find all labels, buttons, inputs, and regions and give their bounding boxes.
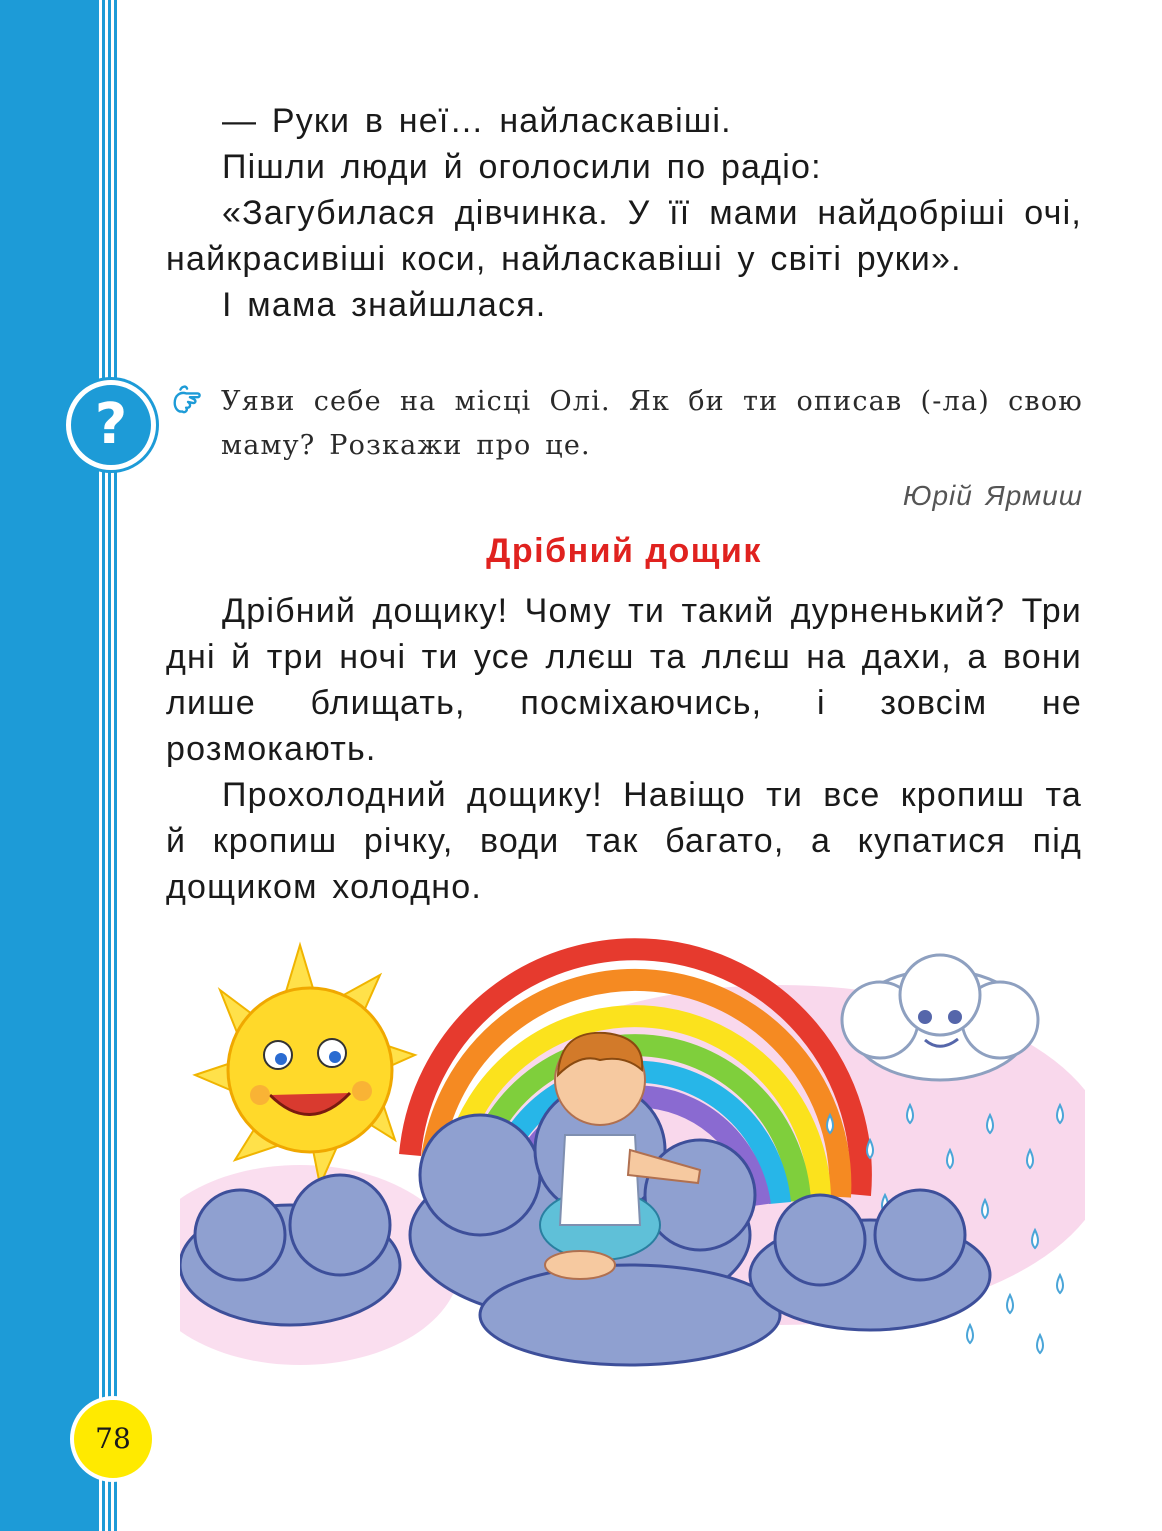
story-body — [166, 588, 1082, 910]
side-band — [0, 0, 96, 1531]
story-line: «Загубилася дівчинка. У її мами найдобріші очі, найкрасивіші коси, найласкавіші у світі руки». — [166, 194, 1082, 278]
side-stripes — [96, 0, 118, 1531]
story-title: Дрібний дощик — [486, 532, 762, 570]
cloud-face-image — [842, 955, 1038, 1080]
story-paragraph: Прохолодний дощику! Навіщо ти все кропиш та й кропиш річку, води так багато, а купатися під дощиком холодно. — [166, 776, 1082, 906]
question-text: Уяви себе на місці Олі. Як би ти описав (-ла) свою маму? Розкажи про це. — [221, 386, 1083, 461]
page-number: 78 — [70, 1396, 156, 1482]
story-line: І мама знайшлася. — [222, 286, 547, 324]
author-name: Юрій Ярмиш — [902, 480, 1083, 511]
story-line: Пішли люди й оголосили по радіо: — [222, 148, 822, 186]
question-icon: ? — [66, 380, 156, 470]
story-end — [166, 98, 1082, 328]
rain-rainbow-illustration — [180, 935, 1085, 1375]
story-line: — Руки в неї… найласкавіші. — [222, 102, 732, 140]
sun-image — [195, 945, 415, 1185]
hand-pointer-icon — [169, 382, 207, 420]
story-paragraph: Дрібний дощику! Чому ти такий дурненький? Три дні й три ночі ти усе ллєш та ллєш на дахи, а вони лише блищать, посміхаючись, і зовсім не розмокають. — [166, 592, 1082, 768]
